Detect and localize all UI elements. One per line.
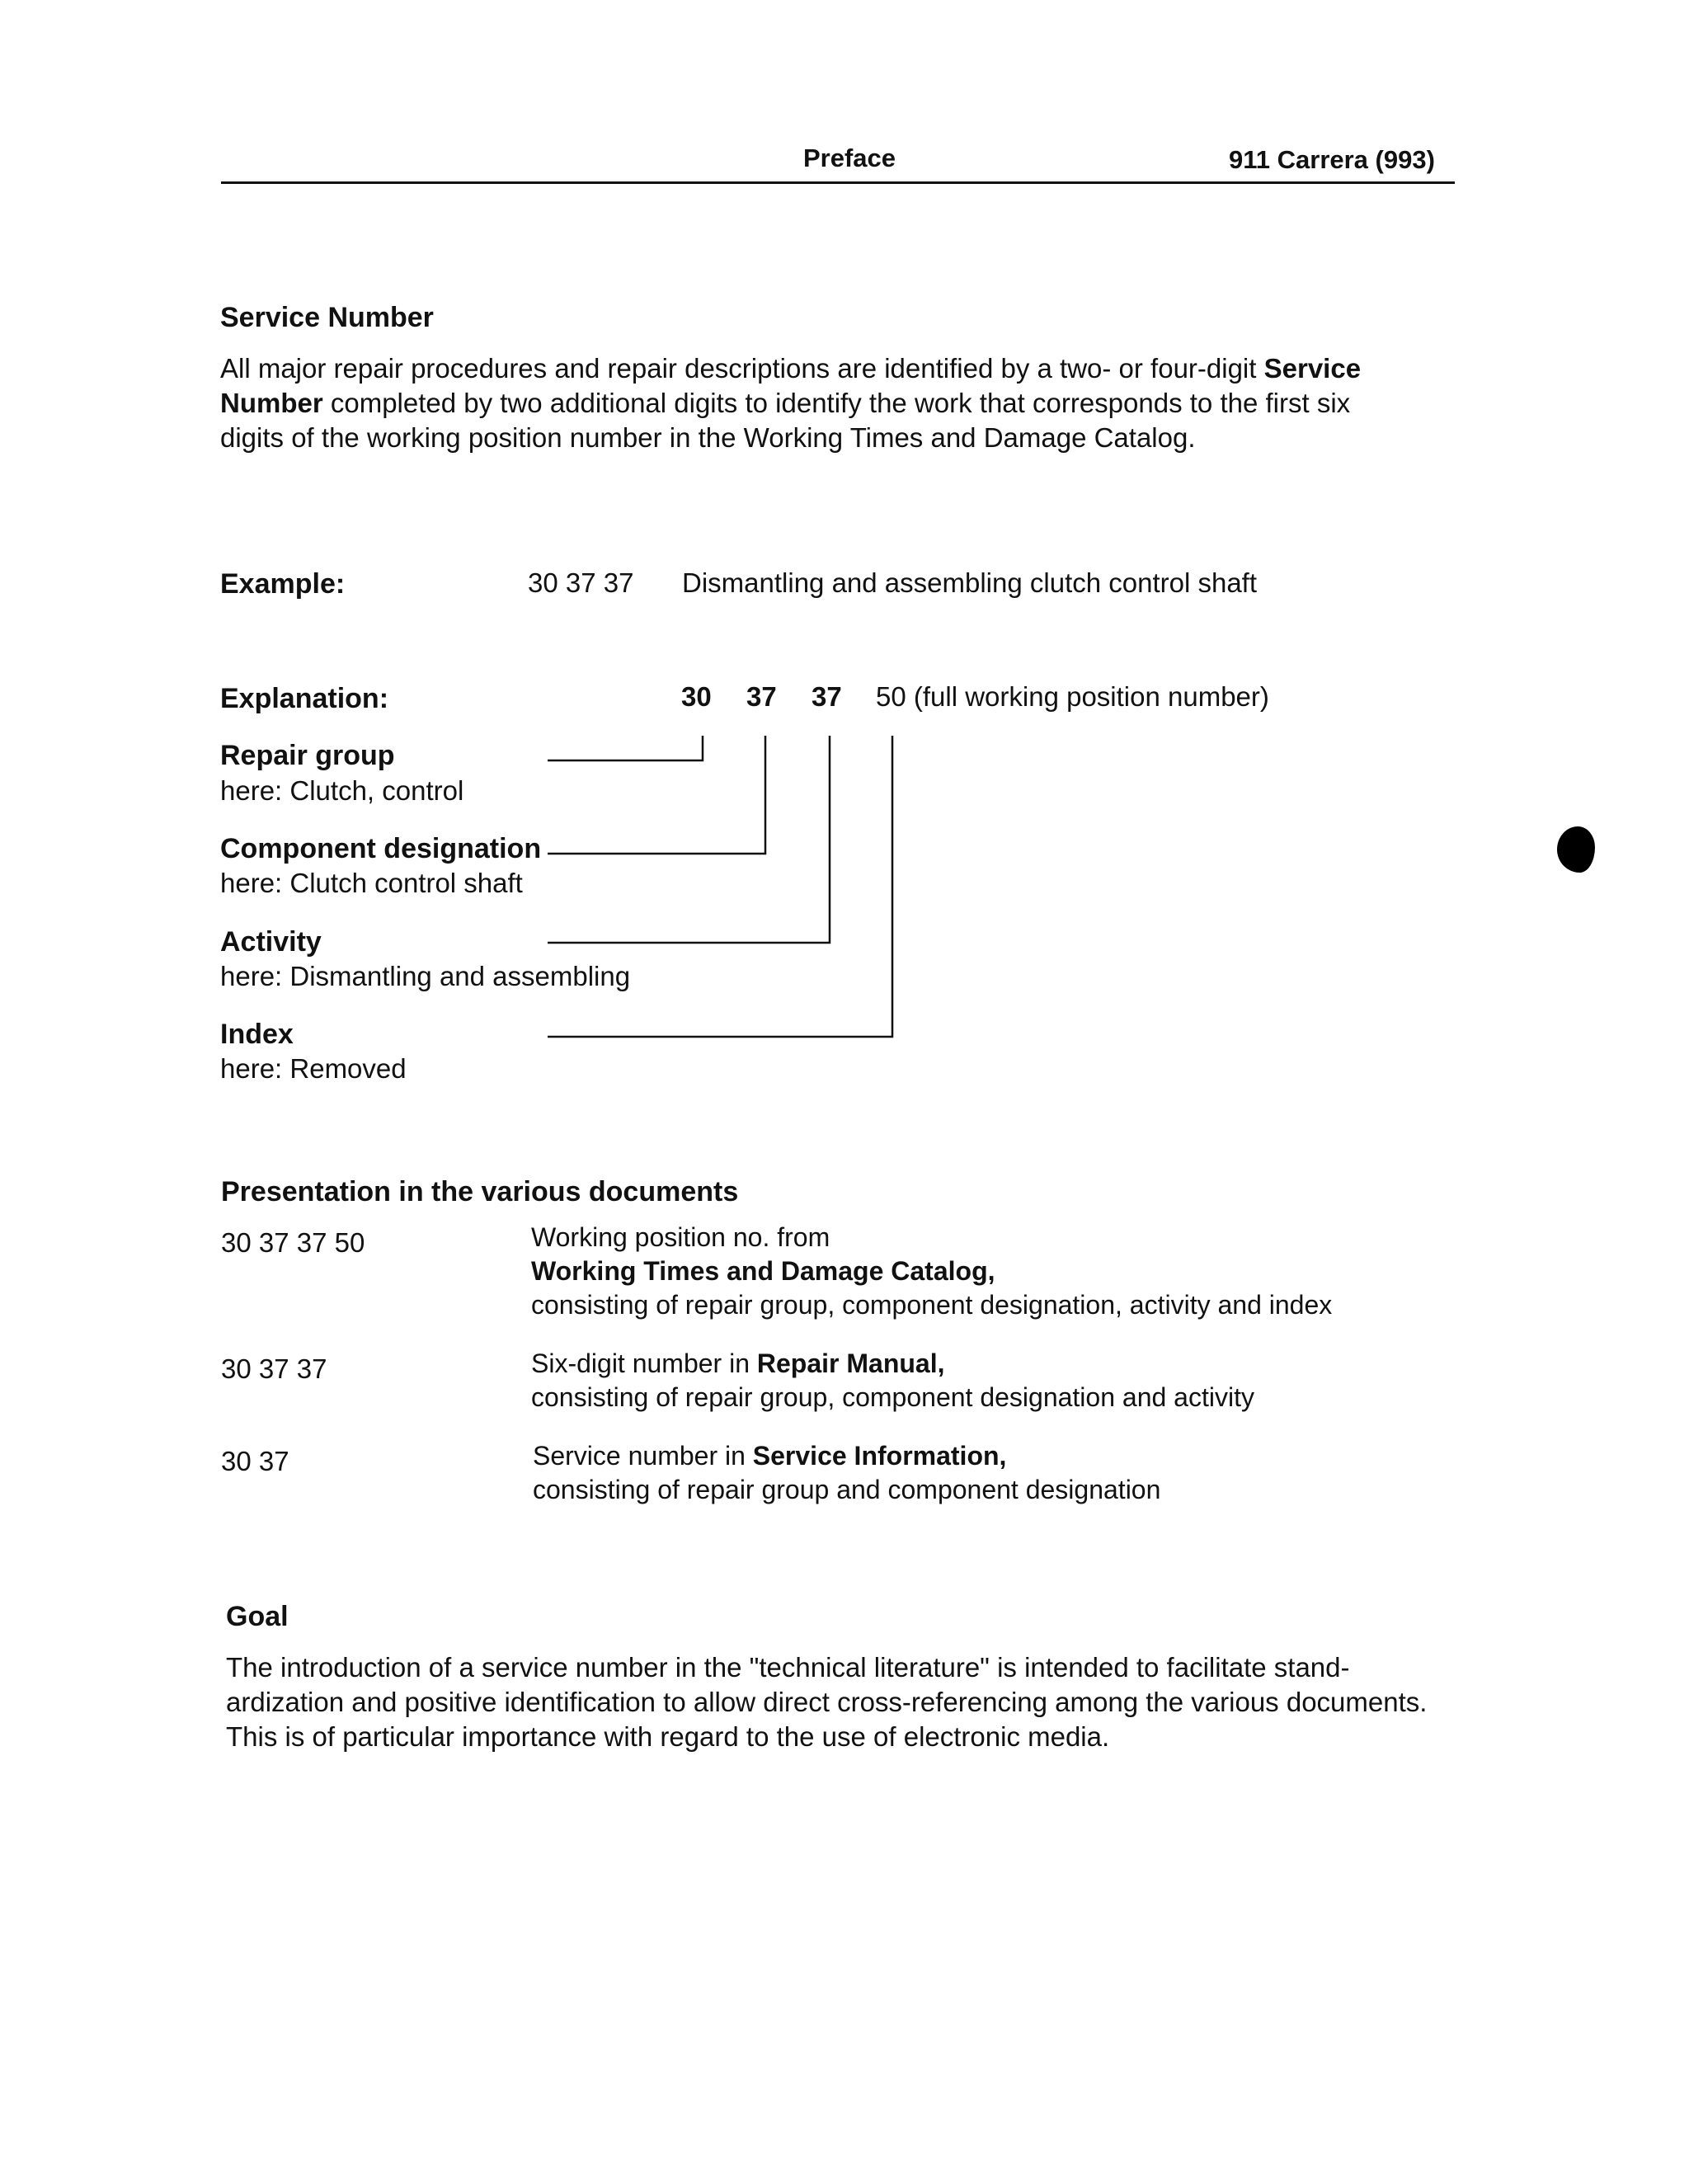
intro-bold: Service [1263, 353, 1362, 384]
digit-activity: 37 [812, 681, 842, 712]
leader-activity [548, 736, 830, 943]
leader-component [548, 736, 765, 854]
example-description: Dismantling and assembling clutch control shaft [682, 567, 1258, 598]
example-label: Example: [220, 568, 346, 600]
intro-line-3: digits of the working position number in the Working Times and Damage Catalog. [220, 422, 1196, 453]
digit-component: 37 [746, 681, 777, 712]
pres-row-2-desc [531, 1347, 1254, 1414]
pres-row-3-bold: Service Information, [752, 1441, 1007, 1471]
part-component-label: Component designation [220, 833, 542, 864]
header-model: 911 Carrera (993) [1229, 145, 1435, 174]
pres-row-1-line2: Working Times and Damage Catalog, [531, 1256, 995, 1286]
part-index-label: Index [220, 1019, 294, 1050]
intro-bold: Number [220, 388, 323, 418]
digit-index-suffix: 50 (full working position number) [876, 681, 1269, 712]
pres-row-3-line2: consisting of repair group and component designation [533, 1475, 1161, 1504]
part-activity-label: Activity [220, 926, 322, 958]
intro-text: completed by two additional digits to identify the work that corresponds to the first six [322, 388, 1351, 418]
header-section: Preface [803, 144, 896, 172]
part-component-detail: here: Clutch control shaft [220, 868, 523, 898]
part-repair-group-label: Repair group [220, 740, 395, 771]
pres-row-1-line3: consisting of repair group, component designation, activity and index [531, 1290, 1333, 1320]
explanation-label: Explanation: [220, 683, 389, 714]
goal-line-2: ardization and positive identification to allow direct cross-referencing among the various documents. [226, 1687, 1428, 1717]
goal-heading: Goal [226, 1601, 289, 1632]
service-number-heading: Service Number [220, 302, 434, 333]
pres-row-1-line1: Working position no. from [531, 1222, 830, 1252]
presentation-heading: Presentation in the various documents [221, 1176, 739, 1207]
pres-row-2-text: Six-digit number in [531, 1349, 757, 1378]
digit-repair-group: 30 [681, 681, 712, 712]
intro-text: All major repair procedures and repair descriptions are identified by a two- or four-digit [220, 353, 1264, 384]
punch-hole-mark [1557, 826, 1595, 873]
leader-repair-group [548, 736, 703, 760]
goal-line-1: The introduction of a service number in the "technical literature" is intended to facilitate stand- [226, 1652, 1350, 1683]
pres-row-2-bold: Repair Manual, [756, 1349, 945, 1378]
part-index-detail: here: Removed [220, 1053, 407, 1084]
pres-row-3-number: 30 37 [221, 1446, 289, 1476]
pres-row-2-line2: consisting of repair group, component designation and activity [531, 1382, 1254, 1412]
pres-row-1-desc [531, 1221, 1332, 1322]
pres-row-1-number: 30 37 37 50 [221, 1227, 365, 1258]
example-number: 30 37 37 [528, 567, 634, 598]
pres-row-3-text: Service number in [533, 1441, 753, 1471]
pres-row-3-desc [533, 1439, 1160, 1507]
leader-index [548, 736, 892, 1037]
pres-row-3-line1 [533, 1439, 1160, 1473]
goal-line-3: This is of particular importance with regard to the use of electronic media. [226, 1721, 1110, 1752]
part-activity-detail: here: Dismantling and assembling [220, 961, 631, 991]
pres-row-2-number: 30 37 37 [221, 1353, 327, 1384]
pres-row-2-line1 [531, 1347, 1254, 1381]
part-repair-group-detail: here: Clutch, control [220, 775, 464, 806]
